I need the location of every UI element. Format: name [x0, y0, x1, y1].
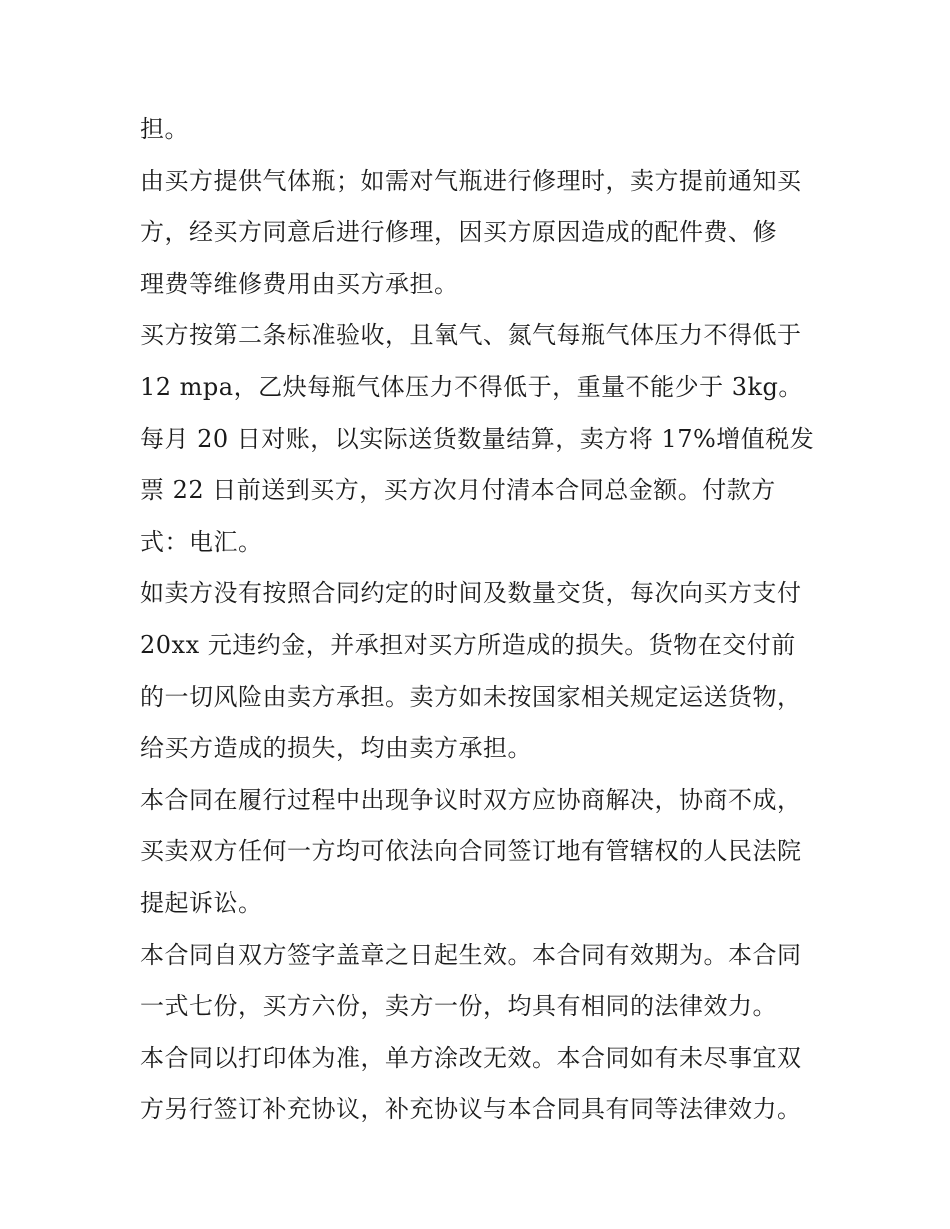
text-line: 票 22 日前送到买方，买方次月付清本合同总金额。付款方 [140, 476, 776, 505]
document-body [140, 104, 820, 1136]
text-line: 提起诉讼。 [140, 888, 263, 917]
text-line: 式：电汇。 [140, 527, 263, 556]
text-line: 本合同以打印体为准，单方涂改无效。本合同如有未尽事宜双 [140, 1043, 802, 1072]
text-line: 12 mpa，乙炔每瓶气体压力不得低于，重量不能少于 3kg。 [140, 372, 803, 401]
text-line: 一式七份，买方六份，卖方一份，均具有相同的法律效力。 [140, 992, 777, 1021]
text-line: 本合同自双方签字盖章之日起生效。本合同有效期为。本合同 [140, 940, 802, 969]
text-line: 方，经买方同意后进行修理，因买方原因造成的配件费、修 [140, 218, 777, 247]
text-line: 买卖双方任何一方均可依法向合同签订地有管辖权的人民法院 [140, 837, 802, 866]
text-line: 理费等维修费用由买方承担。 [140, 269, 459, 298]
text-line: 20xx 元违约金，并承担对买方所造成的损失。货物在交付前 [140, 630, 796, 659]
text-line: 担。 [140, 115, 189, 143]
text-line: 的一切风险由卖方承担。卖方如未按国家相关规定运送货物， [140, 682, 802, 711]
text-line: 每月 20 日对账，以实际送货数量结算，卖方将 17%增值税发 [140, 424, 815, 453]
text-line: 本合同在履行过程中出现争议时双方应协商解决，协商不成， [140, 785, 802, 814]
text-line: 方另行签订补充协议，补充协议与本合同具有同等法律效力。 [140, 1095, 802, 1124]
text-line: 由买方提供气体瓶；如需对气瓶进行修理时，卖方提前通知买 [140, 166, 802, 195]
text-line: 买方按第二条标准验收，且氧气、氮气每瓶气体压力不得低于 [140, 321, 802, 350]
text-line: 给买方造成的损失，均由卖方承担。 [140, 734, 532, 763]
text-line: 如卖方没有按照合同约定的时间及数量交货，每次向买方支付 [140, 579, 802, 608]
